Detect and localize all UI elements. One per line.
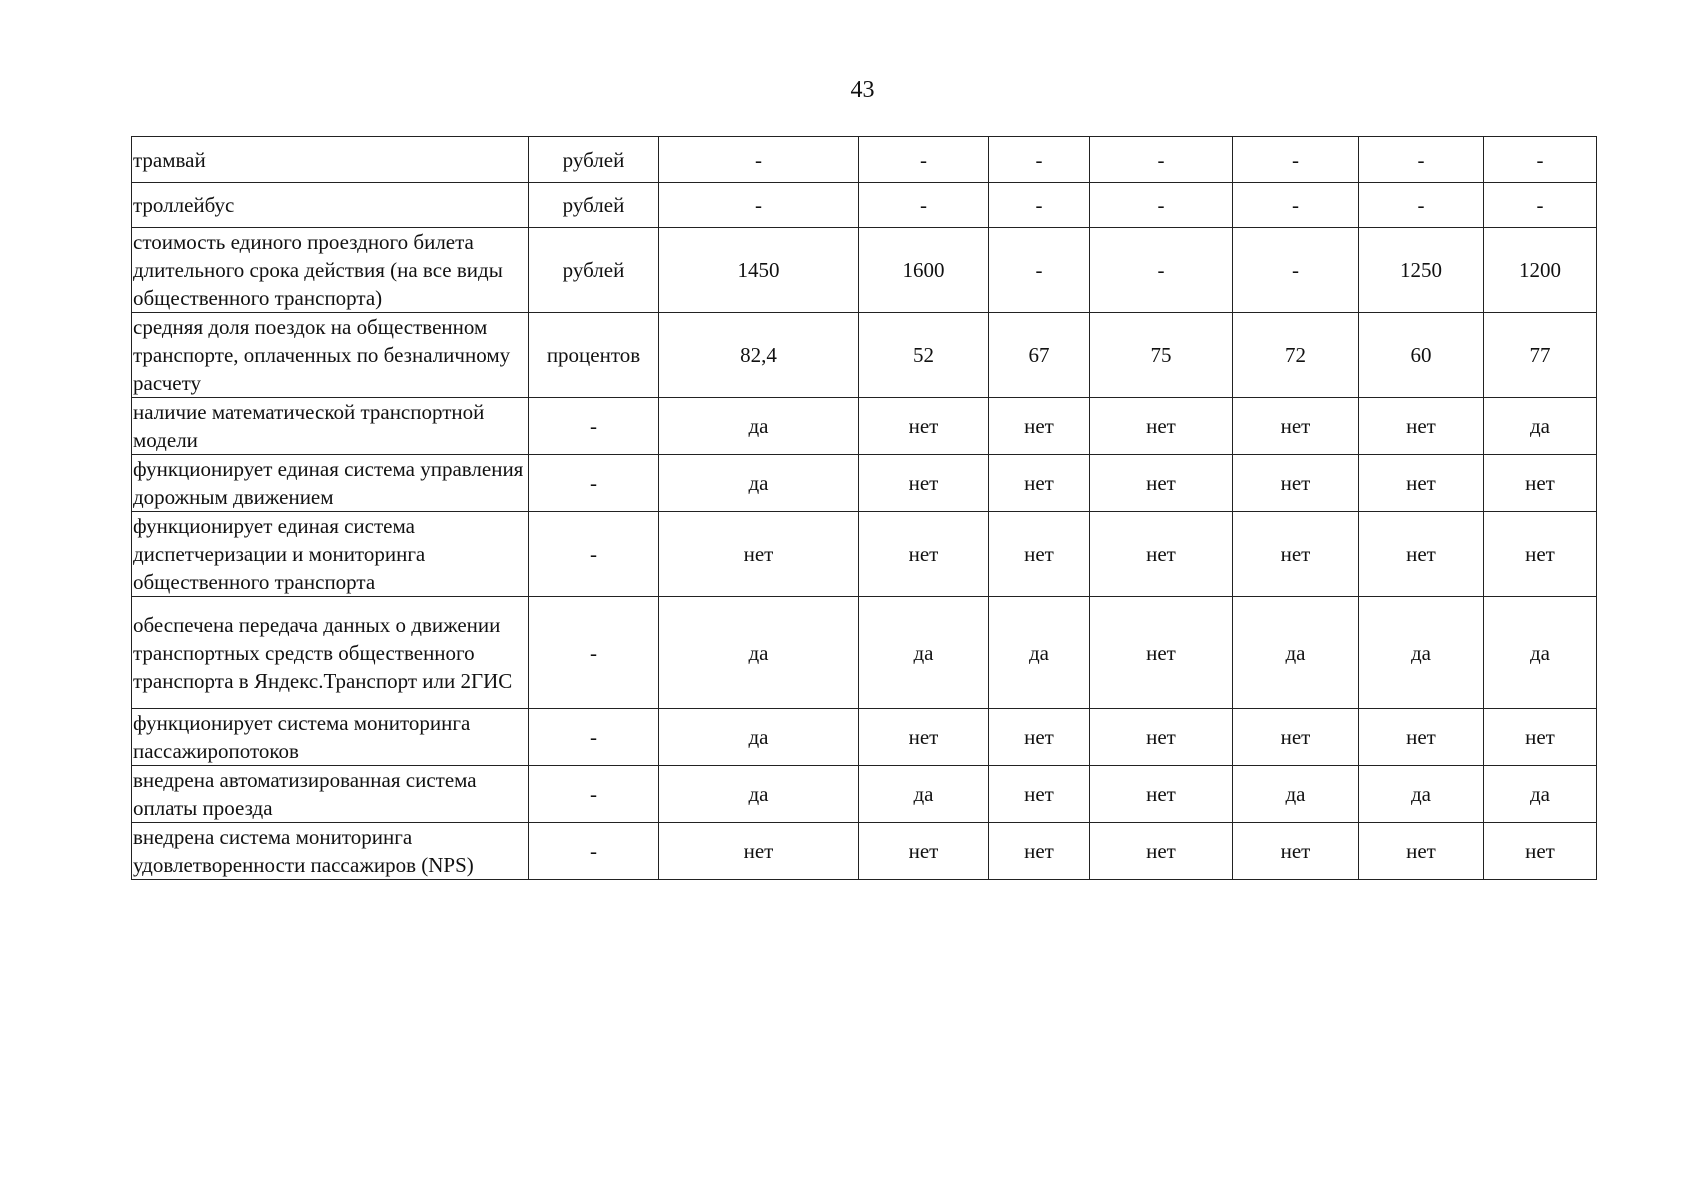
value-cell: 77 bbox=[1484, 313, 1597, 398]
value-cell: - bbox=[1233, 228, 1359, 313]
value-cell: 82,4 bbox=[659, 313, 859, 398]
value-cell: нет bbox=[1233, 823, 1359, 880]
value-cell: - bbox=[1484, 183, 1597, 228]
value-cell: 60 bbox=[1359, 313, 1484, 398]
value-cell: нет bbox=[989, 512, 1090, 597]
value-cell: - bbox=[859, 183, 989, 228]
value-cell: нет bbox=[1090, 823, 1233, 880]
row-label: троллейбус bbox=[132, 183, 529, 228]
value-cell: нет bbox=[1359, 398, 1484, 455]
value-cell: нет bbox=[859, 455, 989, 512]
row-unit: процентов bbox=[529, 313, 659, 398]
value-cell: нет bbox=[859, 709, 989, 766]
value-cell: нет bbox=[1484, 823, 1597, 880]
value-cell: нет bbox=[1090, 455, 1233, 512]
value-cell: нет bbox=[859, 823, 989, 880]
value-cell: - bbox=[989, 137, 1090, 183]
value-cell: нет bbox=[1233, 398, 1359, 455]
value-cell: нет bbox=[1484, 709, 1597, 766]
value-cell: 52 bbox=[859, 313, 989, 398]
value-cell: нет bbox=[1359, 823, 1484, 880]
row-label: функционирует система мониторинга пассажиропотоков bbox=[132, 709, 529, 766]
row-unit: рублей bbox=[529, 137, 659, 183]
value-cell: нет bbox=[659, 512, 859, 597]
value-cell: 75 bbox=[1090, 313, 1233, 398]
value-cell: нет bbox=[989, 766, 1090, 823]
row-unit: рублей bbox=[529, 228, 659, 313]
table-body bbox=[132, 137, 1597, 880]
row-unit: - bbox=[529, 823, 659, 880]
value-cell: да bbox=[659, 709, 859, 766]
value-cell: да bbox=[659, 766, 859, 823]
value-cell: 1450 bbox=[659, 228, 859, 313]
value-cell: да bbox=[659, 597, 859, 709]
value-cell: - bbox=[659, 137, 859, 183]
value-cell: - bbox=[659, 183, 859, 228]
value-cell: нет bbox=[1484, 512, 1597, 597]
table-row bbox=[132, 137, 1597, 183]
value-cell: 1200 bbox=[1484, 228, 1597, 313]
value-cell: да bbox=[1484, 766, 1597, 823]
row-label: функционирует единая система диспетчеризации и мониторинга общественного транспорта bbox=[132, 512, 529, 597]
value-cell: да bbox=[1233, 597, 1359, 709]
row-unit: - bbox=[529, 512, 659, 597]
value-cell: - bbox=[989, 228, 1090, 313]
value-cell: да bbox=[1359, 766, 1484, 823]
value-cell: нет bbox=[1484, 455, 1597, 512]
value-cell: да bbox=[859, 766, 989, 823]
value-cell: нет bbox=[1359, 512, 1484, 597]
table-row bbox=[132, 313, 1597, 398]
value-cell: нет bbox=[859, 512, 989, 597]
row-unit: - bbox=[529, 398, 659, 455]
value-cell: - bbox=[1359, 183, 1484, 228]
value-cell: нет bbox=[859, 398, 989, 455]
value-cell: да bbox=[659, 455, 859, 512]
table-row bbox=[132, 398, 1597, 455]
value-cell: нет bbox=[989, 398, 1090, 455]
row-unit: - bbox=[529, 597, 659, 709]
value-cell: да bbox=[989, 597, 1090, 709]
row-unit: - bbox=[529, 709, 659, 766]
value-cell: нет bbox=[1233, 512, 1359, 597]
value-cell: - bbox=[1233, 137, 1359, 183]
row-label: внедрена автоматизированная система оплаты проезда bbox=[132, 766, 529, 823]
value-cell: 1250 bbox=[1359, 228, 1484, 313]
row-label: наличие математической транспортной модели bbox=[132, 398, 529, 455]
row-label: функционирует единая система управления дорожным движением bbox=[132, 455, 529, 512]
page-number: 43 bbox=[850, 77, 875, 103]
table-row bbox=[132, 766, 1597, 823]
value-cell: нет bbox=[1233, 709, 1359, 766]
value-cell: нет bbox=[989, 709, 1090, 766]
table-row bbox=[132, 512, 1597, 597]
value-cell: - bbox=[1484, 137, 1597, 183]
row-label: внедрена система мониторинга удовлетворенности пассажиров (NPS) bbox=[132, 823, 529, 880]
value-cell: нет bbox=[1359, 709, 1484, 766]
table-row bbox=[132, 709, 1597, 766]
value-cell: нет bbox=[989, 823, 1090, 880]
value-cell: нет bbox=[1233, 455, 1359, 512]
table-row bbox=[132, 183, 1597, 228]
value-cell: нет bbox=[1359, 455, 1484, 512]
table-row bbox=[132, 823, 1597, 880]
table-row bbox=[132, 228, 1597, 313]
table-row bbox=[132, 597, 1597, 709]
row-unit: - bbox=[529, 455, 659, 512]
value-cell: да bbox=[1484, 597, 1597, 709]
value-cell: да bbox=[859, 597, 989, 709]
value-cell: да bbox=[1484, 398, 1597, 455]
value-cell: - bbox=[1090, 183, 1233, 228]
row-unit: - bbox=[529, 766, 659, 823]
value-cell: - bbox=[1090, 137, 1233, 183]
data-table bbox=[131, 136, 1597, 880]
table-row bbox=[132, 455, 1597, 512]
value-cell: 72 bbox=[1233, 313, 1359, 398]
value-cell: нет bbox=[1090, 766, 1233, 823]
value-cell: 67 bbox=[989, 313, 1090, 398]
value-cell: - bbox=[1233, 183, 1359, 228]
row-label: трамвай bbox=[132, 137, 529, 183]
value-cell: нет bbox=[1090, 709, 1233, 766]
row-unit: рублей bbox=[529, 183, 659, 228]
value-cell: нет bbox=[1090, 512, 1233, 597]
row-label: средняя доля поездок на общественном транспорте, оплаченных по безналичному расчету bbox=[132, 313, 529, 398]
value-cell: - bbox=[989, 183, 1090, 228]
value-cell: нет bbox=[989, 455, 1090, 512]
value-cell: нет bbox=[1090, 597, 1233, 709]
value-cell: нет bbox=[659, 823, 859, 880]
value-cell: - bbox=[859, 137, 989, 183]
value-cell: 1600 bbox=[859, 228, 989, 313]
value-cell: да bbox=[659, 398, 859, 455]
value-cell: нет bbox=[1090, 398, 1233, 455]
row-label: стоимость единого проездного билета длительного срока действия (на все виды общественного транспорта) bbox=[132, 228, 529, 313]
value-cell: - bbox=[1090, 228, 1233, 313]
row-label: обеспечена передача данных о движении транспортных средств общественного транспорта в Яндекс.Транспорт или 2ГИС bbox=[132, 597, 529, 709]
value-cell: - bbox=[1359, 137, 1484, 183]
value-cell: да bbox=[1359, 597, 1484, 709]
value-cell: да bbox=[1233, 766, 1359, 823]
